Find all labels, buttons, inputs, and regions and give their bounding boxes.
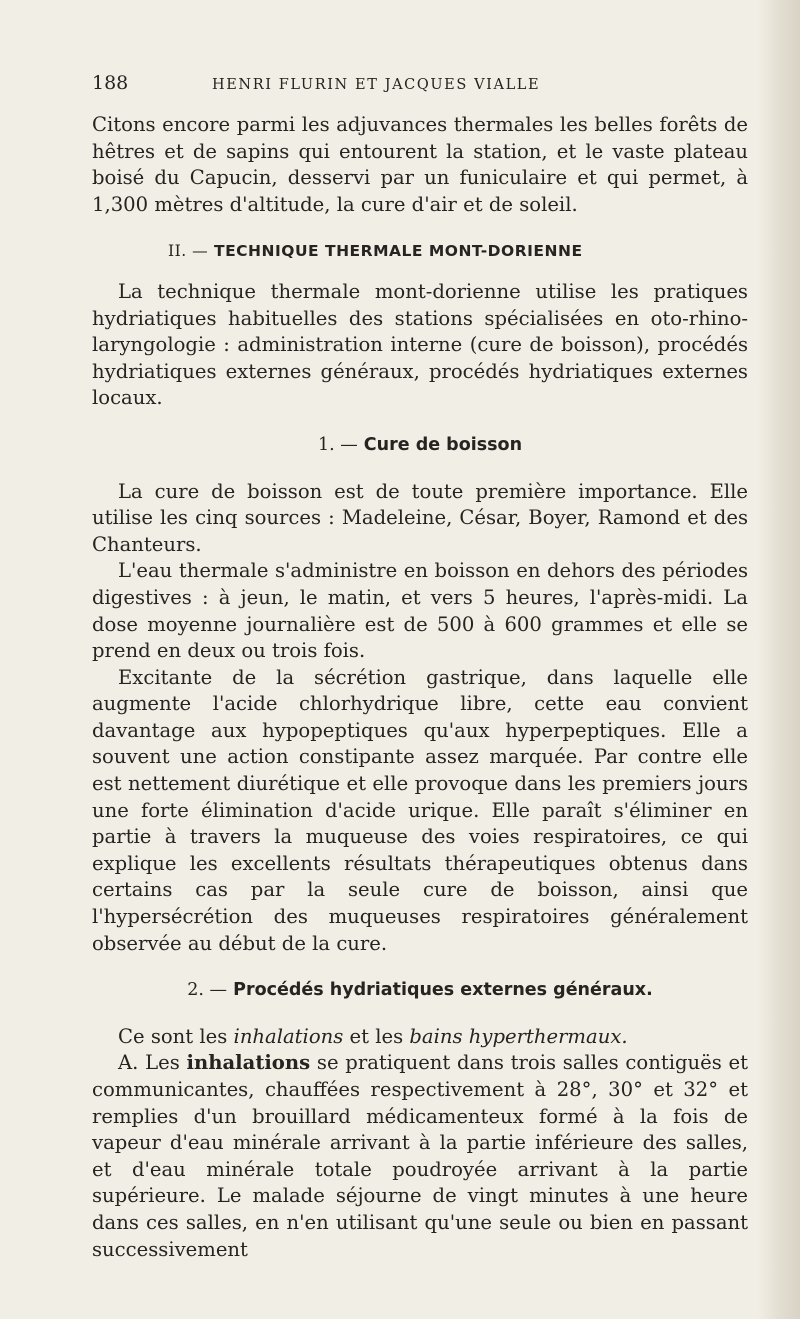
text-run: Ce sont les xyxy=(118,1024,228,1048)
subsection-number: 2. — xyxy=(187,980,228,1001)
text-run: et les xyxy=(349,1024,404,1048)
subsection-title: Procédés hydriatiques externes généraux. xyxy=(233,980,653,1001)
running-head: HENRI FLURIN ET JACQUES VIALLE xyxy=(212,77,541,93)
paragraph: La cure de boisson est de toute première importance. Elle utilise les cinq sources : Madeleine, César, Boyer, Ramond et des Chanteurs. xyxy=(92,479,748,556)
item-label: A. Les xyxy=(118,1051,180,1075)
paragraph: Excitante de la sécrétion gastrique, dans laquelle elle augmente l'acide chlorhydrique libre, cette eau convient davantage aux hypopeptiques qu'aux hyperpeptiques. Elle a souvent une action constipante assez marquée. Par contre elle est nettement diurétique et elle provoque dans les premiers jours une forte élimination d'acide urique. Elle paraît s'éliminer en partie à travers la muqueuse des voies respiratoires, ce qui explique les excellents résultats thérapeutiques obtenus dans certains cas par la seule cure de boisson, ainsi que l'hypersécrétion des muqueuses respiratoires généralement observée au début de la cure. xyxy=(92,665,748,955)
section-paragraph: La technique thermale mont-dorienne utilise les pratiques hydriatiques habituelles des stations spécialisées en oto-rhino-laryngologie : administration interne (cure de boisson), procédés hydriatiques externes généraux, procédés hydriatiques externes locaux. xyxy=(92,279,748,410)
emphasis: bains hyperthermaux. xyxy=(409,1024,628,1048)
paragraph: L'eau thermale s'administre en boisson en dehors des périodes digestives : à jeun, le matin, et vers 5 heures, l'après-midi. La dose moyenne journalière est de 500 à 600 grammes et elle se prend en deux ou trois fois. xyxy=(92,559,748,663)
document-page xyxy=(92,70,748,1263)
subsection-number: 1. — xyxy=(317,434,358,455)
section-heading xyxy=(92,238,748,265)
page-edge-shadow xyxy=(758,0,800,1319)
page-number: 188 xyxy=(92,72,129,94)
intro-paragraph: Citons encore parmi les adjuvances thermales les belles forêts de hêtres et de sapins qui entourent la station, et le vaste plateau boisé du Capucin, desservi par un funiculaire et qui permet, à 1,300 mètres d'altitude, la cure d'air et de soleil. xyxy=(92,113,748,216)
section-number: II. — xyxy=(168,242,209,261)
text-run: se pratiquent dans trois salles contiguës et communicantes, chauffées respectivement à 28°, 30° et 32° et remplies d'un brouillard médicamenteux formé à la fois de vapeur d'eau minérale arrivant à la partie inférieure des salles, et d'eau minérale totale poudroyée arrivant à la partie supérieure. Le malade séjourne de vingt minutes à une heure dans ces salles, en n'en utilisant qu'une seule ou bien en passant successivement xyxy=(92,1051,748,1261)
subsection-heading xyxy=(92,977,748,1004)
paragraph xyxy=(92,1024,748,1051)
paragraph xyxy=(92,1050,748,1263)
subsection-heading xyxy=(92,432,748,459)
page-header xyxy=(92,70,748,100)
bold-term: inhalations xyxy=(186,1051,311,1075)
section-title: TECHNIQUE THERMALE MONT-DORIENNE xyxy=(214,242,583,261)
subsection-title: Cure de boisson xyxy=(363,434,523,455)
emphasis: inhalations xyxy=(233,1024,344,1048)
